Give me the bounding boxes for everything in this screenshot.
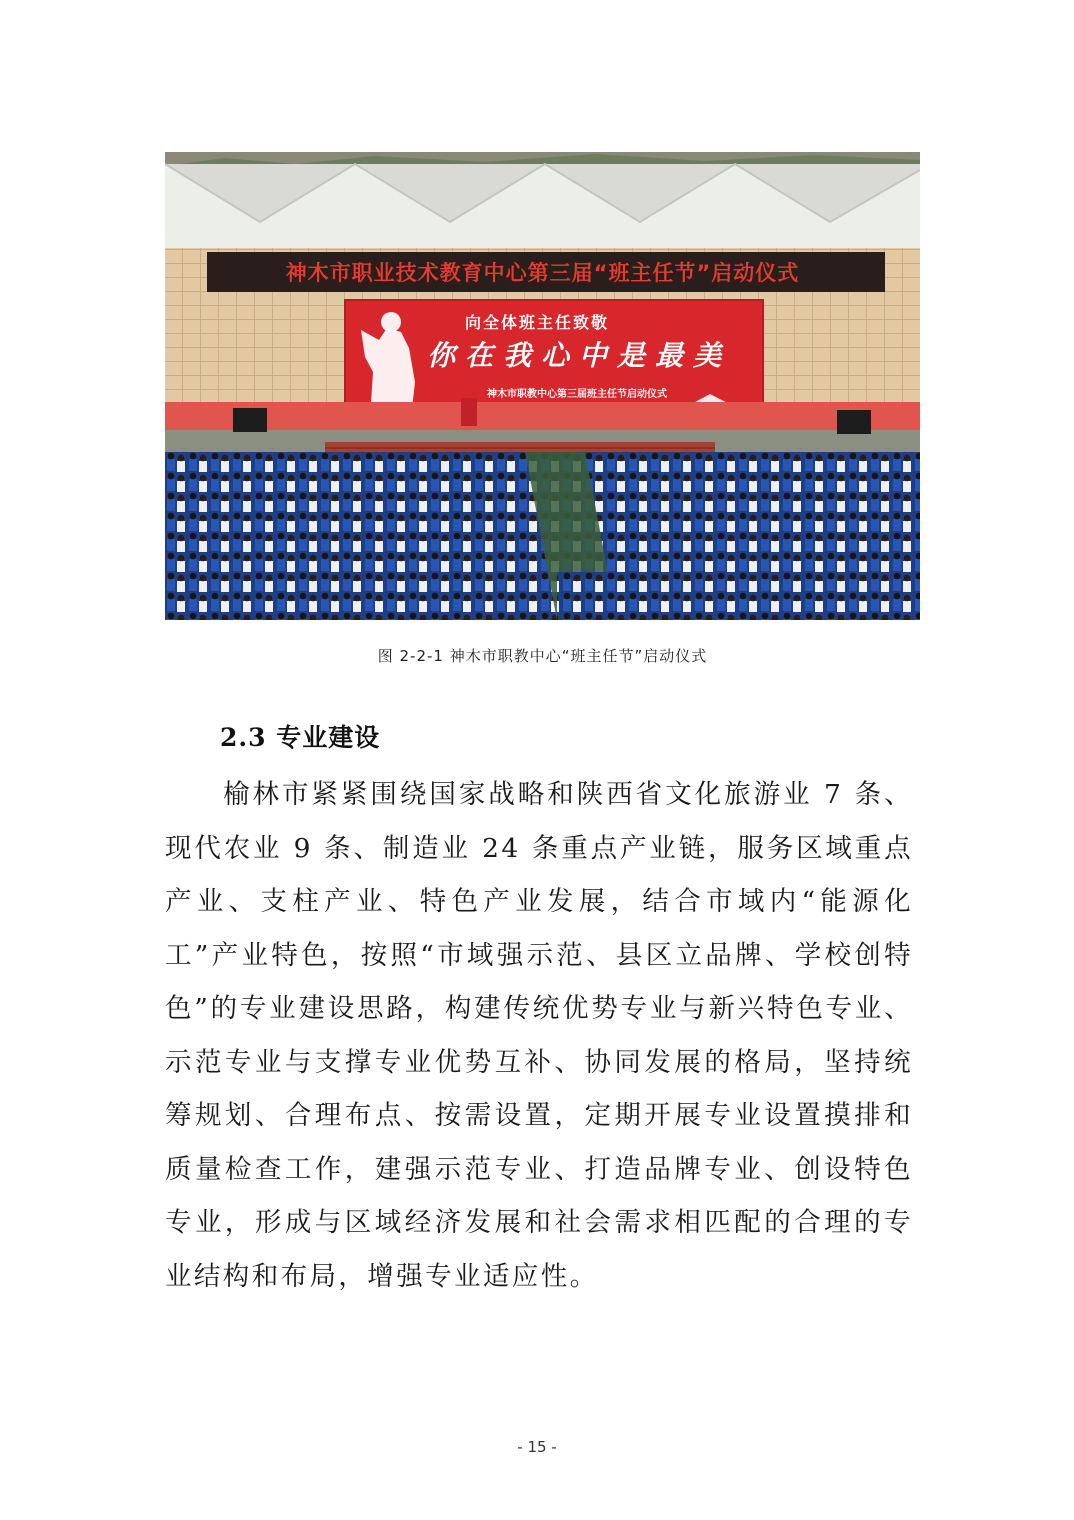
- backdrop-subtitle: 神木市职教中心第三届班主任节启动仪式: [487, 389, 667, 400]
- body-paragraph: 榆林市紧紧围绕国家战略和陕西省文化旅游业 7 条、现代农业 9 条、制造业 24 条重点产业链，服务区域重点产业、支柱产业、特色产业发展，结合市域内“能源化工”产业特色，按照“市域强示范、县区立品牌、学校创特色”的专业建设思路，构建传统优势专业与新兴特色专业、示范专业与支撑专业优势互补、协同发展的格局，坚持统筹规划、合理布点、按需设置，定期开展专业设置摸排和质量检查工作，建强示范专业、打造品牌专业、创设特色专业，形成与区域经济发展和社会需求相匹配的合理的专业结构和布局，增强专业适应性。: [165, 779, 913, 1292]
- page-number: - 15 -: [517, 1438, 557, 1456]
- backdrop-slogan-main: 你在我心中是最美: [427, 339, 732, 372]
- ceremony-photo: [165, 152, 920, 620]
- led-banner-text: 神木市职业技术教育中心第三届“班主任节”启动仪式: [285, 261, 800, 285]
- figure-caption: 图 2-2-1 神木市职教中心“班主任节”启动仪式: [377, 647, 708, 665]
- backdrop-slogan-top: 向全体班主任致敬: [464, 313, 609, 332]
- section-heading: 2.3 专业建设: [220, 723, 381, 752]
